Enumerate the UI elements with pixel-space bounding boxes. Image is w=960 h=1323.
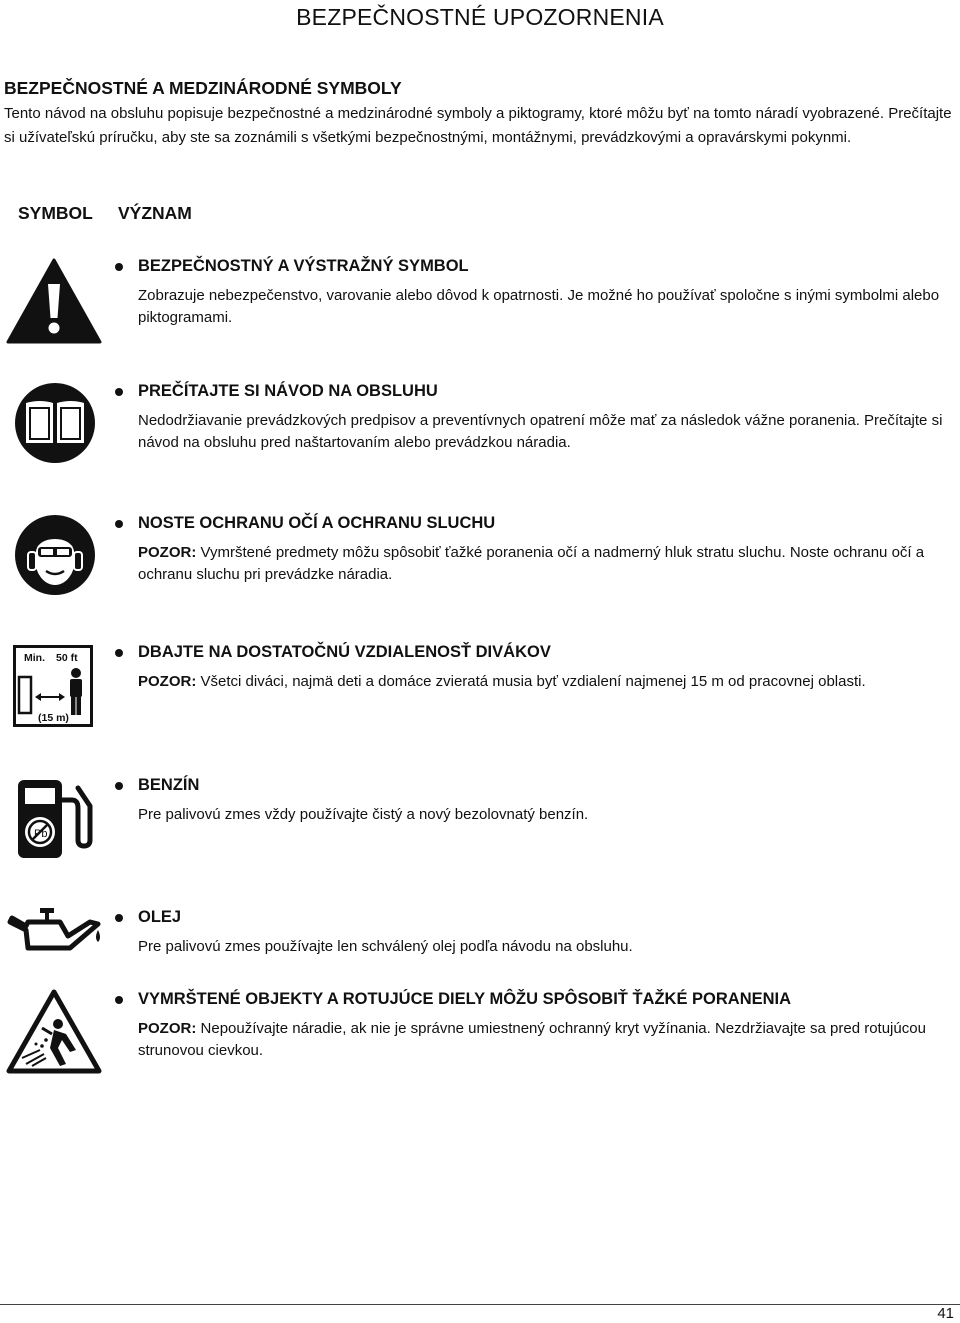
list-item bbox=[112, 381, 957, 454]
column-header-symbol: SYMBOL bbox=[18, 203, 93, 223]
bullet-icon bbox=[115, 996, 123, 1004]
column-header-meaning: VÝZNAM bbox=[118, 203, 192, 223]
warning-triangle-icon bbox=[6, 258, 102, 349]
list-item bbox=[112, 642, 957, 693]
item-prefix: POZOR: bbox=[138, 1020, 197, 1037]
item-prefix: POZOR: bbox=[138, 544, 197, 561]
manual-book-icon bbox=[14, 381, 96, 470]
distance-min-label: Min. bbox=[24, 652, 45, 664]
item-body: Nepoužívajte náradie, ak nie je správne umiestnený ochranný kryt vyžínania. Nezdržiavajte sa pred rotujúcou strunovou cievkou. bbox=[138, 1020, 926, 1059]
fuel-pump-icon bbox=[16, 776, 96, 865]
list-item bbox=[112, 907, 957, 958]
list-item bbox=[112, 989, 957, 1062]
item-body: Vymrštené predmety môžu spôsobiť ťažké poranenia očí a nadmerný hluk stratu sluchu. Noste ochranu očí a ochranu sluchu pri prevádzke náradia. bbox=[138, 544, 925, 583]
item-prefix: POZOR: bbox=[138, 673, 197, 690]
item-title: NOSTE OCHRANU OČÍ A OCHRANU SLUCHU bbox=[138, 514, 496, 532]
item-title: BEZPEČNOSTNÝ A VÝSTRAŽNÝ SYMBOL bbox=[138, 257, 469, 275]
section-heading: BEZPEČNOSTNÉ A MEDZINÁRODNÉ SYMBOLY bbox=[4, 78, 402, 98]
distance-m-label: (15 m) bbox=[38, 712, 69, 724]
distance-icon bbox=[13, 645, 93, 732]
eye-ear-protection-icon bbox=[14, 513, 96, 602]
intro-paragraph: Tento návod na obsluhu popisuje bezpečnostné a medzinárodné symboly a piktogramy, ktoré môžu byť na tomto náradí vyobrazené. Prečítajte si užívateľskú príručku, aby ste sa zoznámili s všetkými bezpečnostnými, montážnymi, prevádzkovými a opravárskymi pokynmi. bbox=[4, 105, 952, 146]
item-title: BENZÍN bbox=[138, 776, 200, 794]
item-title: OLEJ bbox=[138, 908, 182, 926]
bullet-icon bbox=[115, 782, 123, 790]
page-number: 41 bbox=[937, 1305, 954, 1322]
item-title: VYMRŠTENÉ OBJEKTY A ROTUJÚCE DIELY MÔŽU SPÔSOBIŤ ŤAŽKÉ PORANENIA bbox=[138, 990, 792, 1008]
item-body: Nedodržiavanie prevádzkových predpisov a preventívnych opatrení môže mať za následok vážne poranenia. Prečítajte si návod na obsluhu pred naštartovaním alebo prevádzkou náradia. bbox=[138, 412, 943, 451]
item-body: Pre palivovú zmes používajte len schválený olej podľa návodu na obsluhu. bbox=[138, 938, 633, 955]
bullet-icon bbox=[115, 520, 123, 528]
list-item bbox=[112, 256, 957, 329]
bullet-icon bbox=[115, 388, 123, 396]
oil-can-icon bbox=[6, 906, 104, 963]
bullet-icon bbox=[115, 263, 123, 271]
page-title: BEZPEČNOSTNÉ UPOZORNENIA bbox=[296, 4, 664, 30]
list-item bbox=[112, 513, 957, 586]
list-item bbox=[112, 775, 957, 826]
distance-ft-label: 50 ft bbox=[56, 652, 78, 664]
item-body: Všetci diváci, najmä deti a domáce zvieratá musia byť vzdialení najmenej 15 m od pracovnej oblasti. bbox=[200, 673, 866, 690]
bullet-icon bbox=[115, 914, 123, 922]
item-title: PREČÍTAJTE SI NÁVOD NA OBSLUHU bbox=[138, 382, 438, 400]
thrown-objects-icon bbox=[6, 988, 102, 1079]
item-body: Zobrazuje nebezpečenstvo, varovanie alebo dôvod k opatrnosti. Je možné ho používať spoločne s inými symbolmi alebo piktogramami. bbox=[138, 287, 940, 326]
fuel-pb-label: Pb bbox=[34, 828, 48, 840]
footer-divider bbox=[0, 1304, 960, 1305]
bullet-icon bbox=[115, 649, 123, 657]
item-title: DBAJTE NA DOSTATOČNÚ VZDIALENOSŤ DIVÁKOV bbox=[138, 643, 551, 661]
item-body: Pre palivovú zmes vždy používajte čistý a nový bezolovnatý benzín. bbox=[138, 806, 589, 823]
